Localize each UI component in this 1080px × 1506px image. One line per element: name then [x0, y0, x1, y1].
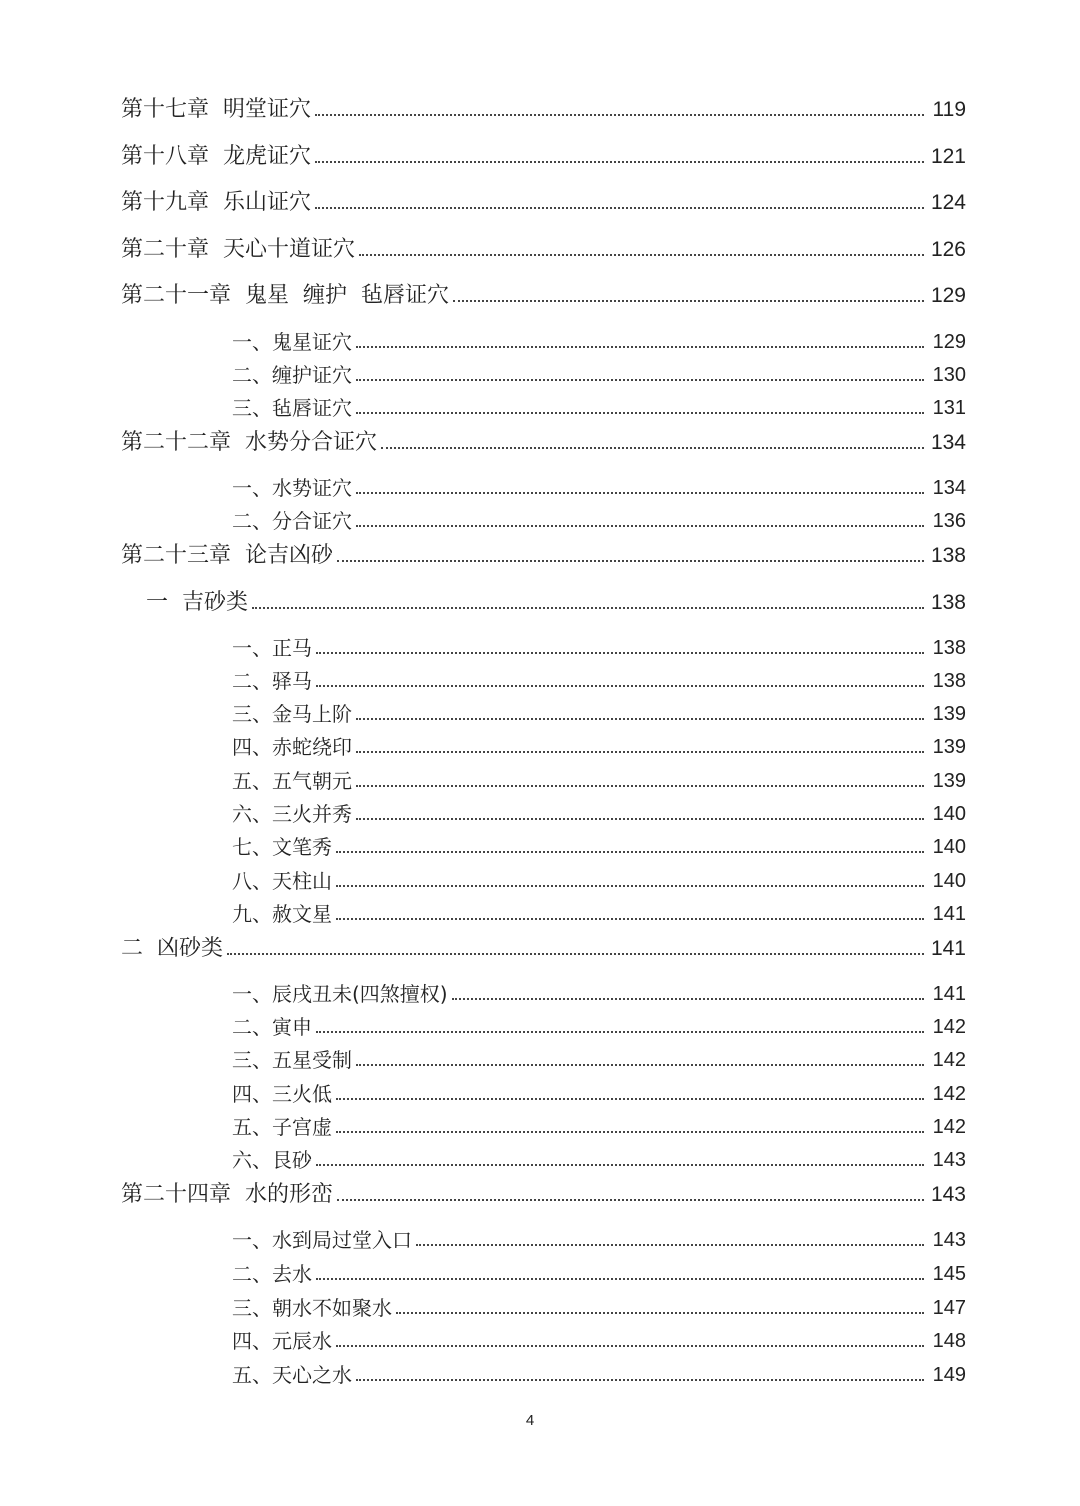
toc-entry-item [232, 391, 966, 421]
toc-entry-title: 三、朝水不如聚水 [232, 1296, 392, 1320]
toc-entry-page: 139 [932, 736, 966, 758]
toc-entry-item [232, 471, 966, 501]
dot-leader [452, 998, 924, 1000]
toc-entry-page: 142 [932, 1116, 966, 1138]
toc-entry-item [232, 730, 966, 760]
toc-entry-page: 148 [932, 1330, 966, 1352]
toc-entry-page: 121 [930, 145, 966, 168]
toc-entry-item [232, 1358, 966, 1388]
toc-entry-group [146, 586, 966, 616]
toc-entry-item [232, 697, 966, 727]
toc-entry-item [232, 1077, 966, 1107]
toc-entry-chapter [121, 1178, 966, 1208]
toc-entry-chapter [121, 233, 966, 263]
toc-entry-item [232, 1223, 966, 1253]
toc-entry-title: 八、天柱山 [232, 869, 332, 893]
toc-entry-page: 143 [932, 1149, 966, 1171]
toc-entry-title: 第十八章 龙虎证穴 [121, 144, 311, 169]
toc-entry-chapter [121, 279, 966, 309]
toc-entry-item [232, 1110, 966, 1140]
toc-entry-title: 二 凶砂类 [121, 936, 223, 961]
toc-entry-title: 二、缠护证穴 [232, 363, 352, 387]
dot-leader [356, 412, 924, 414]
toc-entry-title: 三、五星受制 [232, 1048, 352, 1072]
toc-entry-page: 143 [932, 1229, 966, 1251]
dot-leader [336, 918, 924, 920]
dot-leader [252, 607, 924, 609]
toc-entry-item [232, 1291, 966, 1321]
dot-leader [356, 379, 924, 381]
toc-entry-page: 124 [930, 191, 966, 214]
toc-entry-page: 139 [932, 770, 966, 792]
toc-entry-title: 二、分合证穴 [232, 509, 352, 533]
toc-entry-title: 二、去水 [232, 1262, 312, 1286]
dot-leader [356, 525, 924, 527]
dot-leader [316, 1031, 924, 1033]
dot-leader [315, 114, 924, 116]
toc-entry-title: 二、驿马 [232, 669, 312, 693]
toc-entry-item [232, 1257, 966, 1287]
toc-entry-title: 四、元辰水 [232, 1329, 332, 1353]
toc-entry-title: 第二十一章 鬼星 缠护 毡唇证穴 [121, 283, 449, 308]
toc-entry-page: 145 [932, 1263, 966, 1285]
toc-entry-title: 第二十章 天心十道证穴 [121, 237, 355, 262]
dot-leader [453, 300, 924, 302]
toc-entry-page: 138 [932, 670, 966, 692]
toc-entry-title: 第二十二章 水势分合证穴 [121, 430, 377, 455]
toc-entry-page: 142 [932, 1083, 966, 1105]
toc-entry-title: 四、赤蛇绕印 [232, 735, 352, 759]
dot-leader [359, 254, 924, 256]
dot-leader [356, 818, 924, 820]
toc-entry-item [232, 764, 966, 794]
toc-entry-chapter [121, 140, 966, 170]
toc-entry-title: 五、子宫虚 [232, 1115, 332, 1139]
toc-entry-item [232, 1143, 966, 1173]
toc-entry-chapter [121, 426, 966, 456]
toc-entry-page: 141 [932, 983, 966, 1005]
toc-entry-page: 149 [932, 1364, 966, 1386]
toc-entry-title: 三、毡唇证穴 [232, 396, 352, 420]
toc-entry-title: 第二十四章 水的形峦 [121, 1182, 333, 1207]
toc-entry-page: 131 [932, 397, 966, 419]
dot-leader [316, 652, 924, 654]
toc-entry-item [232, 1010, 966, 1040]
dot-leader [227, 953, 924, 955]
toc-entry-page: 126 [930, 238, 966, 261]
dot-leader [356, 751, 924, 753]
dot-leader [356, 492, 924, 494]
toc-entry-title: 三、金马上阶 [232, 702, 352, 726]
toc-entry-chapter [121, 539, 966, 569]
toc-entry-item [232, 664, 966, 694]
toc-entry-item [232, 977, 966, 1007]
toc-entry-title: 六、艮砂 [232, 1148, 312, 1172]
toc-entry-title: 五、五气朝元 [232, 769, 352, 793]
dot-leader [316, 1278, 924, 1280]
toc-entry-title: 一 吉砂类 [146, 590, 248, 615]
toc-entry-item [232, 358, 966, 388]
toc-entry-title: 第十九章 乐山证穴 [121, 190, 311, 215]
toc-entry-page: 130 [932, 364, 966, 386]
toc-entry-title: 一、水到局过堂入口 [232, 1228, 412, 1252]
dot-leader [337, 560, 924, 562]
toc-entry-item [232, 797, 966, 827]
dot-leader [396, 1312, 924, 1314]
toc-entry-title: 第二十三章 论吉凶砂 [121, 543, 333, 568]
dot-leader [315, 161, 924, 163]
toc-entry-item [232, 325, 966, 355]
toc-entry-page: 142 [932, 1049, 966, 1071]
toc-entry-page: 134 [932, 477, 966, 499]
toc-entry-page: 136 [932, 510, 966, 532]
dot-leader [356, 785, 924, 787]
toc-entry-page: 138 [932, 637, 966, 659]
toc-entry-chapter [121, 932, 966, 962]
toc-entry-page: 138 [930, 591, 966, 614]
toc-entry-page: 141 [932, 903, 966, 925]
toc-entry-page: 147 [932, 1297, 966, 1319]
dot-leader [315, 207, 924, 209]
dot-leader [336, 1345, 924, 1347]
page-number: 4 [525, 1412, 535, 1429]
dot-leader [356, 1379, 924, 1381]
toc-entry-title: 四、三火低 [232, 1082, 332, 1106]
toc-entry-page: 143 [930, 1183, 966, 1206]
toc-entry-page: 140 [932, 836, 966, 858]
dot-leader [337, 1199, 924, 1201]
toc-entry-item [232, 864, 966, 894]
toc-entry-title: 五、天心之水 [232, 1363, 352, 1387]
dot-leader [356, 346, 924, 348]
toc-entry-page: 141 [930, 937, 966, 960]
toc-entry-title: 一、水势证穴 [232, 476, 352, 500]
toc-entry-page: 119 [932, 98, 966, 121]
toc-entry-title: 第十七章 明堂证穴 [121, 97, 311, 122]
toc-entry-title: 一、辰戌丑未(四煞擅权) [232, 982, 448, 1006]
toc-entry-item [232, 1324, 966, 1354]
toc-entry-item [232, 1043, 966, 1073]
toc-entry-page: 129 [932, 331, 966, 353]
toc-entry-page: 139 [932, 703, 966, 725]
dot-leader [356, 718, 924, 720]
toc-entry-title: 七、文笔秀 [232, 835, 332, 859]
toc-entry-page: 140 [932, 870, 966, 892]
toc-entry-chapter [121, 93, 966, 123]
dot-leader [316, 685, 924, 687]
toc-entry-title: 一、正马 [232, 636, 312, 660]
toc-entry-item [232, 504, 966, 534]
dot-leader [336, 851, 924, 853]
toc-entry-page: 138 [930, 544, 966, 567]
toc-entry-chapter [121, 186, 966, 216]
toc-entry-page: 129 [930, 284, 966, 307]
toc-entry-item [232, 897, 966, 927]
dot-leader [381, 447, 924, 449]
dot-leader [336, 885, 924, 887]
toc-entry-title: 二、寅申 [232, 1015, 312, 1039]
toc-entry-page: 142 [932, 1016, 966, 1038]
toc-entry-page: 140 [932, 803, 966, 825]
dot-leader [416, 1244, 924, 1246]
toc-entry-item [232, 631, 966, 661]
dot-leader [316, 1164, 924, 1166]
toc-entry-page: 134 [930, 431, 966, 454]
toc-entry-title: 一、鬼星证穴 [232, 330, 352, 354]
toc-entry-title: 九、赦文星 [232, 902, 332, 926]
dot-leader [336, 1131, 924, 1133]
toc-entry-item [232, 830, 966, 860]
toc-entry-title: 六、三火并秀 [232, 802, 352, 826]
dot-leader [356, 1064, 924, 1066]
dot-leader [336, 1098, 924, 1100]
